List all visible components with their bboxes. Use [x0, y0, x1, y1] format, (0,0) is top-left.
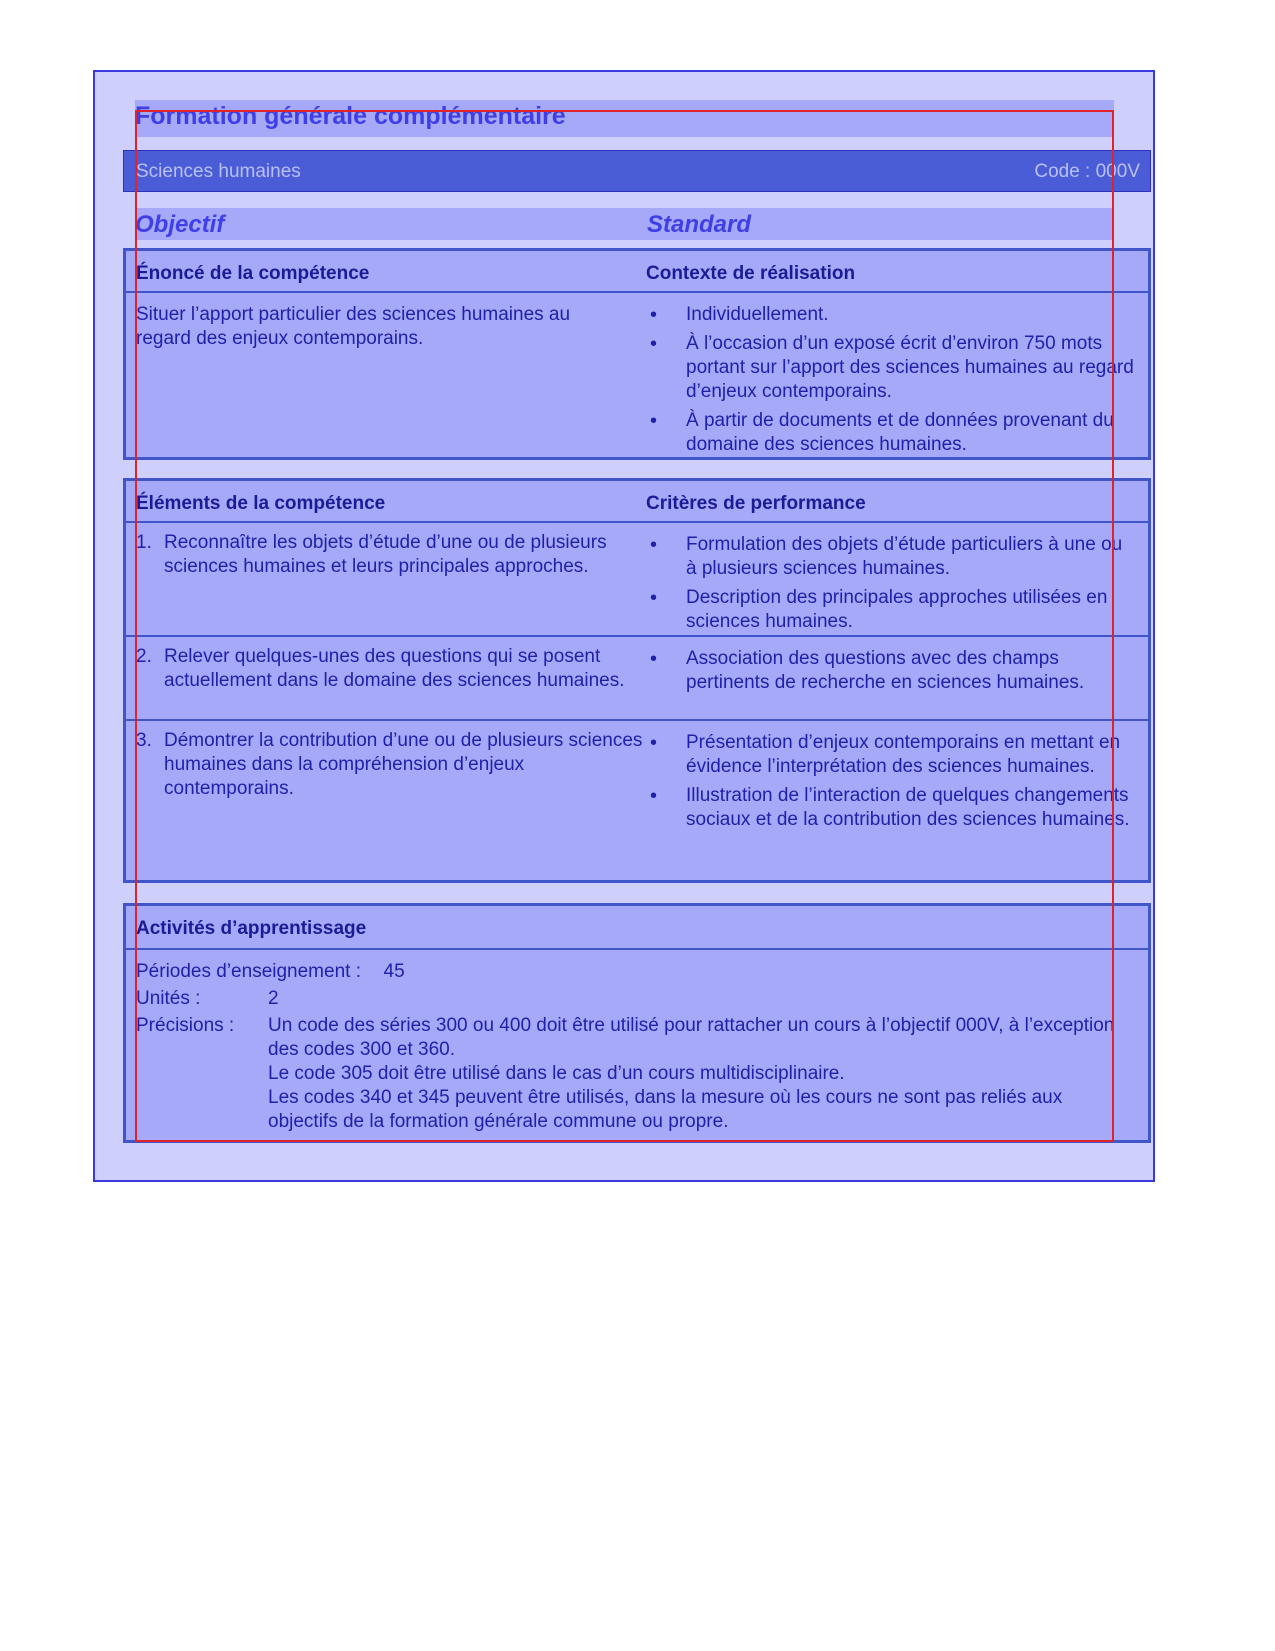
competence-box [123, 248, 1151, 460]
element-item [136, 645, 644, 693]
list-item: • Description des principales approches utilisées en sciences humaines. [646, 586, 1136, 634]
elements-heading: Éléments de la compétence [136, 493, 386, 514]
subject-bar [123, 150, 1151, 192]
element-number: 1. [136, 532, 152, 553]
criteria-list [646, 731, 1136, 837]
objective-code: Code : 000V [1034, 161, 1140, 182]
table-row [126, 721, 1148, 880]
details-line: Un code des séries 300 ou 400 doit être utilisé pour rattacher un cours à l’objectif 000V, à l’exception des codes 300 et 360. [268, 1015, 1115, 1060]
element-item [136, 729, 644, 801]
periods-label: Périodes d’enseignement : [136, 961, 361, 982]
element-text: Démontrer la contribution d’une ou de plusieurs sciences humaines dans la compréhension d’enjeux contemporains. [164, 730, 643, 799]
element-item [136, 531, 644, 579]
statement-heading: Énoncé de la compétence [136, 263, 370, 284]
periods-value: 45 [383, 961, 405, 982]
criteria-heading: Critères de performance [646, 493, 866, 514]
competence-statement: Situer l’apport particulier des sciences humaines au regard des enjeux contemporains. [136, 304, 571, 349]
activities-box [123, 903, 1151, 1143]
element-number: 2. [136, 646, 152, 667]
table-row [136, 1014, 1136, 1134]
list-item: • Formulation des objets d’étude particuliers à une ou à plusieurs sciences humaines. [646, 533, 1136, 581]
details-cell [268, 1014, 1136, 1134]
elements-box [123, 478, 1151, 883]
details-line: Le code 305 doit être utilisé dans le cas d’un cours multidisciplinaire. [268, 1063, 845, 1084]
criteria-list [646, 533, 1136, 639]
table-row [126, 637, 1148, 721]
list-item: • Présentation d’enjeux contemporains en mettant en évidence l’interprétation des sciences humaines. [646, 731, 1136, 779]
activities-heading: Activités d’apprentissage [136, 918, 367, 939]
context-heading: Contexte de réalisation [646, 263, 856, 284]
details-label: Précisions : [136, 1015, 235, 1036]
elements-head-row [126, 481, 1148, 523]
list-item: • À partir de documents et de données provenant du domaine des sciences humaines. [646, 409, 1136, 457]
element-text: Relever quelques-unes des questions qui se posent actuellement dans le domaine des sciences humaines. [164, 646, 625, 691]
standard-heading: Standard [647, 211, 752, 238]
list-item: • Individuellement. [646, 303, 1136, 327]
table-row [136, 987, 1136, 1014]
activities-body-row [126, 950, 1148, 1140]
section-headings [135, 208, 1114, 240]
units-value: 2 [268, 988, 279, 1009]
context-list [646, 303, 1136, 462]
competence-head-row [126, 251, 1148, 293]
table-row [126, 523, 1148, 637]
criteria-list [646, 647, 1136, 700]
units-label: Unités : [136, 988, 201, 1009]
periods-cell [136, 960, 1136, 987]
list-item: • Association des questions avec des champs pertinents de recherche en sciences humaines. [646, 647, 1136, 695]
list-item: • Illustration de l’interaction de quelques changements sociaux et de la contribution des sciences humaines. [646, 784, 1136, 832]
document-title: Formation générale complémentaire [135, 100, 1114, 137]
element-text: Reconnaître les objets d’étude d’une ou de plusieurs sciences humaines et leurs principales approches. [164, 532, 607, 577]
details-line: Les codes 340 et 345 peuvent être utilisés, dans la mesure où les cours ne sont pas reliés aux objectifs de la formation générale commune ou propre. [268, 1087, 1063, 1132]
subject-name: Sciences humaines [136, 161, 301, 182]
activities-head-row [126, 906, 1148, 950]
table-row [136, 960, 1136, 987]
objective-heading: Objectif [135, 211, 225, 238]
element-number: 3. [136, 730, 152, 751]
competence-body-row [126, 293, 1148, 457]
activities-table [136, 960, 1136, 1134]
list-item: • À l’occasion d’un exposé écrit d’environ 750 mots portant sur l’apport des sciences humaines au regard d’enjeux contemporains. [646, 332, 1136, 404]
